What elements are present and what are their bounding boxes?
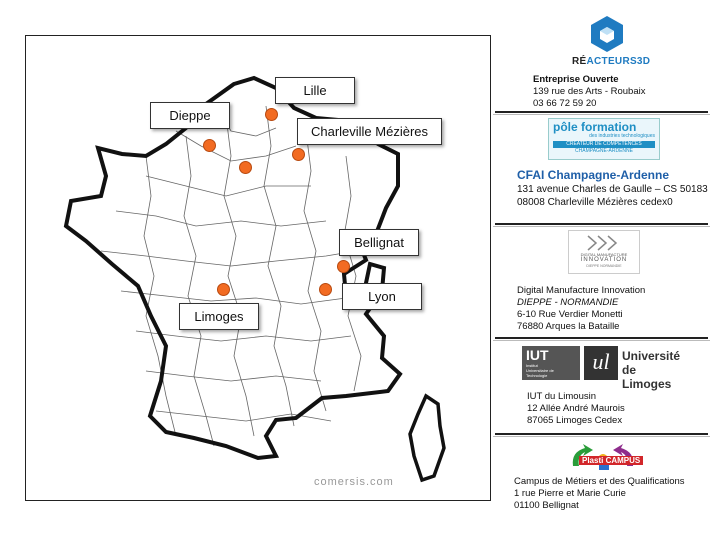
chevrons-icon xyxy=(584,234,624,252)
partner-address: 139 rue des Arts - Roubaix xyxy=(533,86,646,97)
iut-subtext: Institut Universitaire de Technologie xyxy=(526,363,554,378)
partner-phone: 03 66 72 59 20 xyxy=(533,98,597,109)
france-map-drawing xyxy=(26,36,492,502)
partner-location: DIEPPE - NORMANDIE xyxy=(517,297,619,308)
separator xyxy=(495,433,708,435)
separator xyxy=(495,337,708,339)
map-watermark: comersis.com xyxy=(314,476,394,488)
partner-name: Digital Manufacture Innovation xyxy=(517,285,646,296)
separator-shadow xyxy=(493,436,710,437)
pole-formation-logo xyxy=(548,118,660,160)
city-label-charleville: Charleville Mézières xyxy=(297,118,442,145)
reacteurs3d-hexagon-icon xyxy=(587,14,627,54)
partner-city: 87065 Limoges Cedex xyxy=(527,415,623,426)
partner-info-iut xyxy=(527,391,707,427)
partner-city: 01100 Bellignat xyxy=(514,500,579,511)
dmi-logo-main: DIGITAL MANUFACTURE xyxy=(580,252,628,257)
marker-bellignat[interactable] xyxy=(337,260,350,273)
partner-city: 08008 Charleville Mézières cedex0 xyxy=(517,197,673,208)
city-label-dieppe: Dieppe xyxy=(150,102,230,129)
partner-city: 76880 Arques la Bataille xyxy=(517,321,620,332)
partner-address: 6-10 Rue Verdier Monetti xyxy=(517,309,623,320)
partner-name: Campus de Métiers et des Qualifications xyxy=(514,476,685,487)
digital-manufacture-logo xyxy=(568,230,640,274)
reacteurs3d-text-acteurs: ACTEURS3D xyxy=(586,56,651,67)
ul-block: ul xyxy=(584,346,618,380)
marker-charleville[interactable] xyxy=(292,148,305,161)
partner-info-plasticampus xyxy=(514,476,714,512)
city-label-lyon: Lyon xyxy=(342,283,422,310)
partner-name: IUT du Limousin xyxy=(527,391,596,402)
city-label-limoges: Limoges xyxy=(179,303,259,330)
pole-formation-region: CHAMPAGNE-ARDENNE xyxy=(575,148,633,154)
marker-dieppe[interactable] xyxy=(203,139,216,152)
universite-text: Université xyxy=(622,349,681,363)
iut-limoges-logo xyxy=(522,346,688,391)
marker-lyon[interactable] xyxy=(319,283,332,296)
separator xyxy=(495,111,708,113)
plasti-campus-text: Plasti CAMPUS xyxy=(579,456,643,465)
partner-info-cfai xyxy=(517,168,709,209)
iut-block xyxy=(522,346,580,380)
partner-name: Entreprise Ouverte xyxy=(533,74,619,85)
iut-text: IUT xyxy=(526,347,549,363)
partner-address: 131 avenue Charles de Gaulle – CS 50183 xyxy=(517,184,708,195)
partner-address: 12 Allée André Maurois xyxy=(527,403,625,414)
partner-info-reacteurs3d xyxy=(533,74,713,110)
dmi-logo-sub: INNOVATION xyxy=(580,257,628,263)
marker-limoges[interactable] xyxy=(217,283,230,296)
limoges-text: de Limoges xyxy=(622,363,672,391)
corsica-outline xyxy=(410,396,444,480)
partner-info-dmi xyxy=(517,285,707,333)
dmi-logo-foot: DIEPPE NORMANDIE xyxy=(586,264,622,268)
plasti-campus-logo xyxy=(563,442,643,472)
partner-title: CFAI Champagne-Ardenne xyxy=(517,168,670,182)
separator-shadow xyxy=(493,226,710,227)
marker-lille[interactable] xyxy=(265,108,278,121)
reacteurs3d-logo xyxy=(572,14,651,70)
pole-formation-main: pôle formation xyxy=(553,120,637,134)
france-map xyxy=(25,35,491,501)
pole-formation-sub: des industries technologiques xyxy=(589,133,655,139)
city-label-bellignat: Bellignat xyxy=(339,229,419,256)
separator-shadow xyxy=(493,340,710,341)
city-label-lille: Lille xyxy=(275,77,355,104)
separator xyxy=(495,223,708,225)
pole-formation-foot: CRÉATEUR DE COMPÉTENCES xyxy=(553,141,655,148)
reacteurs3d-text-re: RÉ xyxy=(572,56,587,67)
partner-address: 1 rue Pierre et Marie Curie xyxy=(514,488,626,499)
marker-paris[interactable] xyxy=(239,161,252,174)
separator-shadow xyxy=(493,114,710,115)
